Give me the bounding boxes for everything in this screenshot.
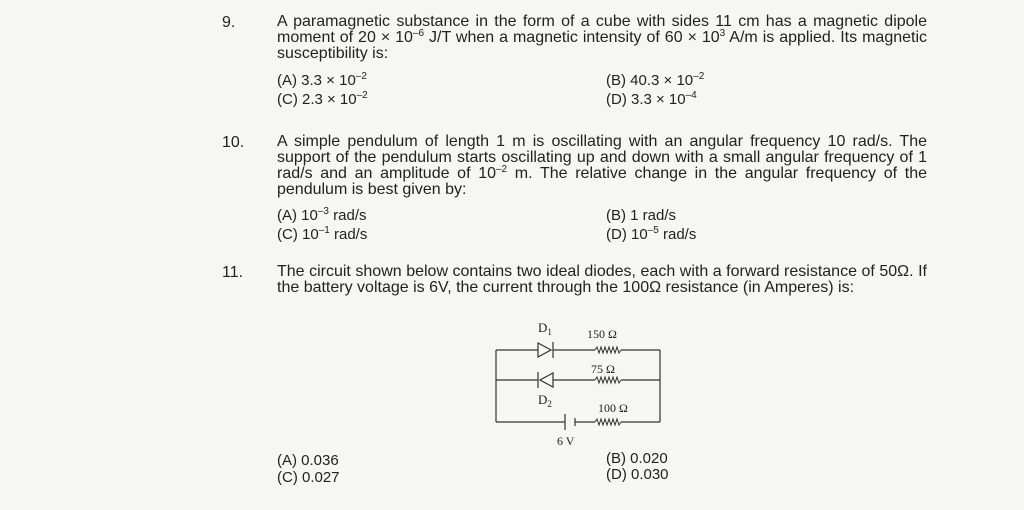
option-b[interactable]: (B) 0.020 <box>606 450 668 467</box>
option-c[interactable]: (C) $10^{-1}$ rad/s <box>277 225 368 243</box>
option-a[interactable]: (A) 0.036 <box>277 452 339 469</box>
question-text: A simple pendulum of length 1 m is oscillating with an angular frequency 10 rad/s. The support of the pendulum starts oscillating up and down with a small angular frequency of 1 rad/s and an amplitude of $10^{-2}$ m. The relative change in the angular frequency of the pendulum is best given by: <box>277 133 928 198</box>
diode-d1-icon <box>538 342 553 358</box>
question-number: 10. <box>222 134 245 151</box>
label-d2: $D_2$ <box>538 392 552 409</box>
circuit-diagram <box>480 312 700 452</box>
diode-d2-icon <box>538 372 553 388</box>
question-text: The circuit shown below contains two ideal diodes, each with a forward resistance of 50Ω. If the battery voltage is 6V, the current through the 100Ω resistance (in Amperes) is: <box>277 263 927 296</box>
option-d[interactable]: (D) $10^{-5}$ rad/s <box>606 225 697 243</box>
resistor-150-icon <box>595 347 621 353</box>
label-battery: 6 V <box>557 434 575 448</box>
option-d[interactable]: (D) $3.3 \times 10^{-4}$ <box>606 90 697 108</box>
resistor-100-icon <box>595 419 621 425</box>
question-number: 9. <box>222 14 236 31</box>
option-c[interactable]: (C) 0.027 <box>277 469 340 486</box>
option-d[interactable]: (D) 0.030 <box>606 466 669 483</box>
question-number: 11. <box>222 264 244 281</box>
label-r2: 75 Ω <box>591 362 615 376</box>
question-text: A paramagnetic substance in the form of a cube with sides 11 cm has a magnetic dipole moment of $20 \times 10^{-6}$ J/T when a magnetic intensity of $60 \times 10^3$ A/m is applied. Its magnetic susceptibility is: <box>277 13 928 62</box>
option-b[interactable]: (B) 1 rad/s <box>606 207 677 224</box>
label-r3: 100 Ω <box>598 401 628 415</box>
resistor-75-icon <box>595 377 621 383</box>
battery-icon <box>565 414 575 430</box>
label-r1: 150 Ω <box>587 327 617 341</box>
option-a[interactable]: (A) $3.3 \times 10^{-2}$ <box>277 71 367 89</box>
option-b[interactable]: (B) $40.3 \times 10^{-2}$ <box>606 71 705 89</box>
label-d1: $D_1$ <box>538 320 552 337</box>
option-c[interactable]: (C) $2.3 \times 10^{-2}$ <box>277 90 368 108</box>
option-a[interactable]: (A) $10^{-3}$ rad/s <box>277 206 367 224</box>
